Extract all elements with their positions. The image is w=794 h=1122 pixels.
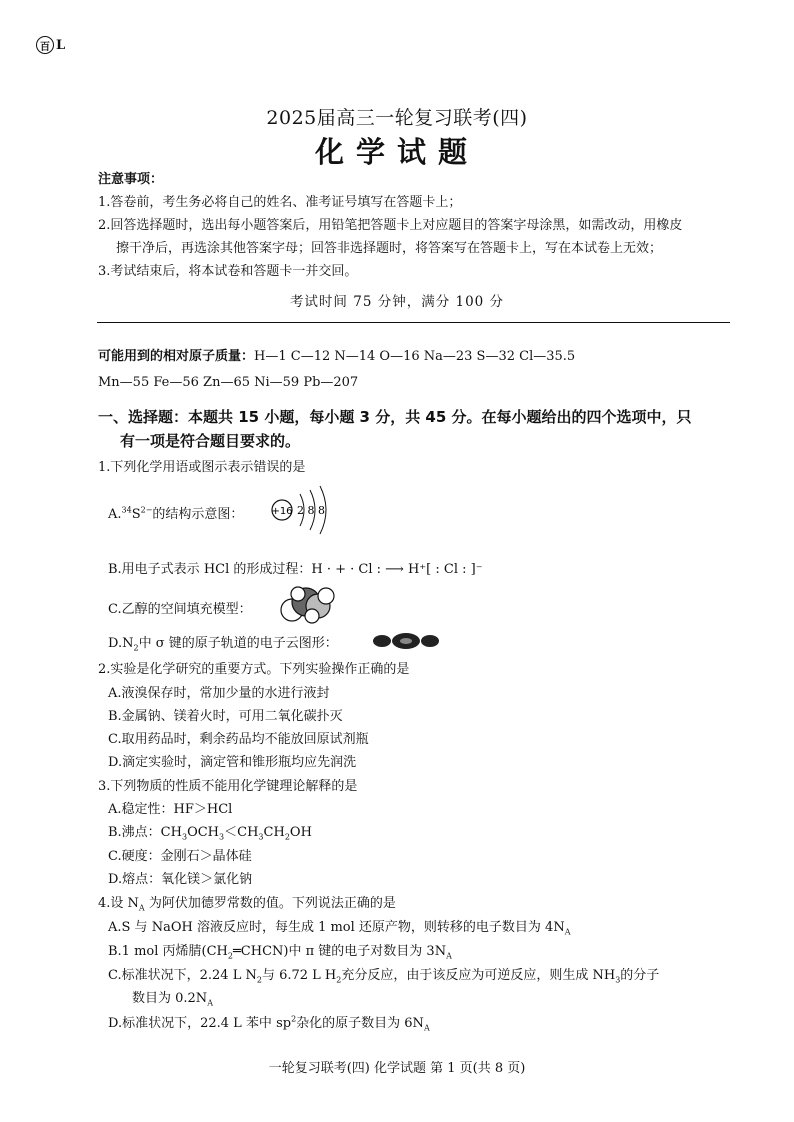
sigma-bond-orbital-icon <box>372 632 440 650</box>
ethanol-space-filling-icon <box>278 584 336 624</box>
section-header-line-1: 一、选择题：本题共 15 小题，每小题 3 分，共 45 分。在每小题给出的四个选项中，只 <box>98 408 692 426</box>
q3-option-a: A.稳定性：HF＞HCl <box>108 802 233 817</box>
q4-d-1: D.标准状况下，22.4 L 苯中 sp <box>108 1016 292 1031</box>
section-header <box>98 405 738 453</box>
q4-d-sub-a: A <box>423 1023 430 1033</box>
q4-option-d <box>108 1012 738 1033</box>
subject-title: 化学试题 <box>314 135 479 169</box>
q4-c-1: C.标准状况下，2.24 L N <box>108 968 257 983</box>
page-footer: 一轮复习联考(四) 化学试题 第 1 页(共 8 页) <box>268 1061 526 1076</box>
arrow-icon: ⟶ <box>381 562 408 577</box>
q3-stem: 3.下列物质的性质不能用化学键理论解释的是 <box>98 779 358 794</box>
q4-c-4: 的分子 <box>620 968 660 983</box>
atomic-mass-label: 可能用到的相对原子质量： <box>98 349 255 364</box>
q3-b-sub-4: 2 <box>284 832 290 842</box>
corner-mark <box>36 36 65 54</box>
exam-time: 考试时间 75 分钟，满分 100 分 <box>289 294 505 310</box>
q2-option-c: C.取用药品时，剩余药品均不能放回原试剂瓶 <box>108 732 369 747</box>
q1-b-left: H · + · Cl : <box>311 562 382 577</box>
q4-stem-sub: A <box>138 903 145 913</box>
q1-a-mass: 34 <box>121 505 132 515</box>
notice-item-3: 3.考试结束后，将本试卷和答题卡一并交回。 <box>98 264 358 279</box>
q3-b-1: B.沸点：CH <box>108 825 182 840</box>
q1-b-right: H⁺[ : Cl : ]⁻ <box>407 562 483 577</box>
q4-stem-1: 4.设 N <box>98 896 139 911</box>
electron-shells: 2 8 8 <box>297 504 325 517</box>
q4-d-sup: 2 <box>291 1014 297 1024</box>
q3-option-b <box>108 821 738 842</box>
q4-c-2: 与 6.72 L H <box>261 968 337 983</box>
atomic-mass-values-2: Mn—55 Fe—56 Zn—65 Ni—59 Pb—207 <box>98 375 359 390</box>
q1-d-sub: 2 <box>133 643 139 653</box>
q3-b-2: OCH <box>187 825 220 840</box>
q1-stem: 1.下列化学用语或图示表示错误的是 <box>98 460 306 475</box>
q3-b-5: OH <box>289 825 312 840</box>
q1-d-text-1: D.N <box>108 636 134 651</box>
q2-option-b: B.金属钠、镁着火时，可用二氧化碳扑灭 <box>108 709 343 724</box>
q4-b-sub-2: 2 <box>227 951 233 961</box>
q4-stem <box>98 892 738 913</box>
q1-b-text: B.用电子式表示 HCl 的形成过程： <box>108 562 312 577</box>
divider-rule <box>97 322 730 323</box>
q4-b-2: ═CHCN)中 π 键的电子对数目为 3N <box>232 944 447 959</box>
exam-series-title: 2025届高三一轮复习联考(四) <box>266 107 528 129</box>
notice-item-1: 1.答卷前，考生务必将自己的姓名、准考证号填写在答题卡上； <box>98 195 462 210</box>
q1-a-ion: S <box>131 507 141 522</box>
corner-mark-circle: 百 <box>36 36 54 54</box>
q2-option-d: D.滴定实验时，滴定管和锥形瓶均应先润洗 <box>108 755 357 770</box>
atomic-mass-values-1: H—1 C—12 N—14 O—16 Na—23 S—32 Cl—35.5 <box>254 349 576 364</box>
q4-a-sub: A <box>564 927 571 937</box>
q4-b-sub-a: A <box>446 951 452 961</box>
q1-option-b <box>108 558 738 577</box>
q4-c-sub-n2: 2 <box>256 975 262 985</box>
q3-b-4: CH <box>263 825 285 840</box>
q4-c-3: 充分反应，由于该反应为可逆反应，则生成 NH <box>341 968 616 983</box>
q4-stem-2: 为阿伏加德罗常数的值。下列说法正确的是 <box>144 896 396 911</box>
q4-option-b <box>108 940 738 961</box>
notice-item-2-cont: 擦干净后，再选涂其他答案字母；回答非选择题时，将答案写在答题卡上，写在本试卷上无效； <box>116 241 663 256</box>
nucleus-label: +16 <box>271 506 293 517</box>
q4-a-1: A.S 与 NaOH 溶液反应时，每生成 1 mol 还原产物，则转移的电子数目为 4N <box>108 920 565 935</box>
q1-a-prefix: A. <box>108 507 122 522</box>
q4-c-sub-a: A <box>207 998 213 1008</box>
q4-d-2: 杂化的原子数目为 6N <box>296 1016 424 1031</box>
q4-option-c <box>108 964 738 985</box>
notice-item-2: 2.回答选择题时，选出每小题答案后，用铅笔把答题卡上对应题目的答案字母涂黑，如需改动，用橡皮 <box>98 218 683 233</box>
atomic-mass-line-1 <box>98 345 738 364</box>
q2-option-a: A.液溴保存时，常加少量的水进行液封 <box>108 686 330 701</box>
q1-a-charge: 2− <box>140 505 153 515</box>
q4-b-1: B.1 mol 丙烯腈(CH <box>108 944 228 959</box>
q1-option-c: C.乙醇的空间填充模型： <box>108 602 252 617</box>
q4-c-sub-nh3: 3 <box>615 975 621 985</box>
q1-a-text: 的结构示意图： <box>152 507 244 522</box>
q3-b-sub-2: 3 <box>219 832 225 842</box>
q3-b-sub-3: 3 <box>258 832 264 842</box>
q1-option-a <box>108 503 738 522</box>
q3-b-sub-1: 3 <box>181 832 188 842</box>
q4-c-sub-h2: 2 <box>336 975 342 985</box>
sulfide-structure-diagram <box>270 484 340 534</box>
notice-heading: 注意事项： <box>98 172 164 187</box>
q3-b-3: ＜CH <box>224 825 259 840</box>
q4-option-c-cont <box>132 987 732 1008</box>
corner-mark-suffix: L <box>56 37 66 53</box>
q1-d-text-2: 中 σ 键的原子轨道的电子云图形： <box>138 636 338 651</box>
section-header-line-2: 有一项是符合题目要求的。 <box>120 432 301 450</box>
q2-stem: 2.实验是化学研究的重要方式。下列实验操作正确的是 <box>98 662 410 677</box>
q3-option-d: D.熔点：氧化镁＞氯化钠 <box>108 872 253 887</box>
q4-c-line2: 数目为 0.2N <box>132 991 208 1006</box>
q4-option-a <box>108 916 738 937</box>
q3-option-c: C.硬度：金刚石＞晶体硅 <box>108 849 252 864</box>
